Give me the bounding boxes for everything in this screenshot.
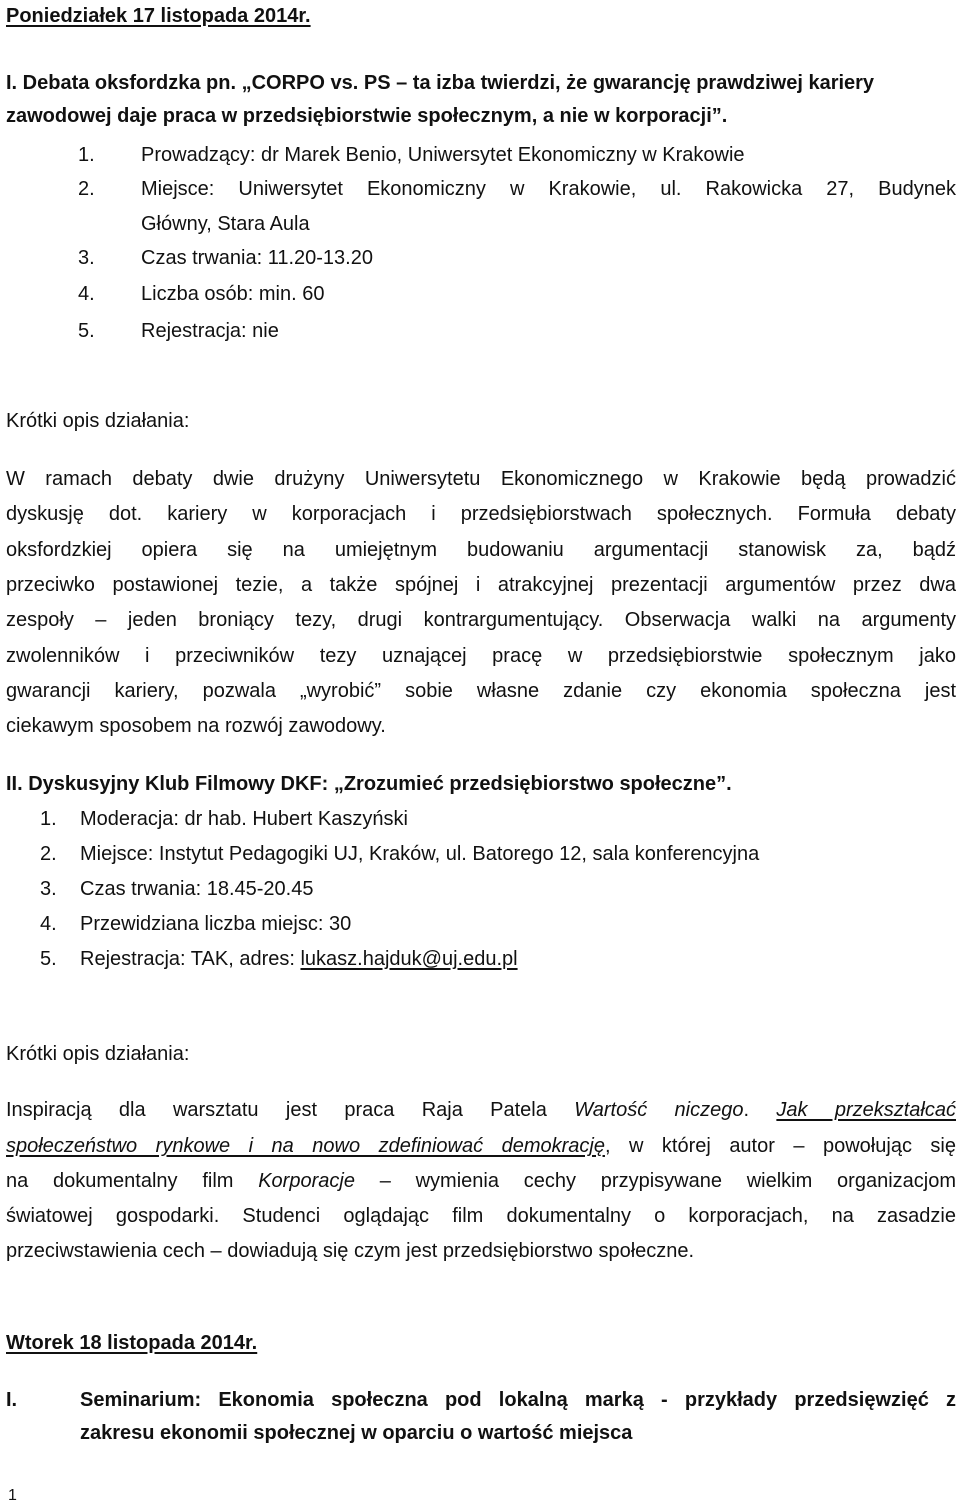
seminar-title-line1: Seminarium: Ekonomia społeczna pod lokalną marką - przykłady przedsięwzięć z: [80, 1389, 956, 1411]
seminar-title-line2: zakresu ekonomii społecznej w oparciu o wartość miejsca: [80, 1422, 633, 1444]
paragraph-line: [6, 1168, 956, 1194]
registration-email-link[interactable]: lukasz.hajduk@uj.edu.pl: [300, 948, 518, 970]
text-run: , w której autor – powołując się: [604, 1135, 956, 1157]
day1-heading: Poniedziałek 17 listopada 2014r.: [6, 5, 311, 27]
attendance-text: Przewidziana liczba miejsc: 30: [80, 913, 352, 935]
paragraph-line: zespoły – jeden broniący tezy, drugi kontrargumentujący. Obserwacja walki na argumenty: [6, 609, 956, 631]
list-item-number: 1.: [40, 808, 57, 830]
duration-text: Czas trwania: 18.45-20.45: [80, 878, 314, 900]
list-item-number: 2.: [40, 843, 57, 865]
film-title: Korporacje: [258, 1170, 355, 1192]
paragraph-line: [6, 1133, 956, 1159]
duration-text: Czas trwania: 11.20-13.20: [141, 247, 373, 269]
paragraph-line: światowej gospodarki. Studenci oglądając film dokumentalny o korporacjach, na zasadzie: [6, 1205, 956, 1227]
list-item-number: 2.: [78, 178, 95, 200]
paragraph-line: przeciwstawienia cech – dowiadują się czym jest przedsiębiorstwo społeczne.: [6, 1240, 695, 1262]
moderator-text: Prowadzący: dr Marek Benio, Uniwersytet Ekonomiczny w Krakowie: [141, 144, 745, 166]
location-text-cont: Główny, Stara Aula: [141, 213, 310, 235]
paragraph-line: W ramach debaty dwie drużyny Uniwersytetu Ekonomicznego w Krakowie będą prowadzić: [6, 468, 956, 490]
location-text: Miejsce: Instytut Pedagogiki UJ, Kraków, ul. Batorego 12, sala konferencyjna: [80, 843, 760, 865]
registration-text: Rejestracja: nie: [141, 320, 279, 342]
list-item-number: 3.: [40, 878, 57, 900]
paragraph-line: zwolenników i przeciwników tezy uznającej pracę w przedsiębiorstwie społecznym jako: [6, 645, 956, 667]
event1-title-line1: I. Debata oksfordzka pn. „CORPO vs. PS – ta izba twierdzi, że gwarancję prawdziwej kariery: [6, 72, 875, 94]
list-item-number: 1.: [78, 144, 95, 166]
moderator-text: Moderacja: dr hab. Hubert Kaszyński: [80, 808, 408, 830]
list-item-number: 5.: [40, 948, 57, 970]
event2-desc-label: Krótki opis działania:: [6, 1043, 190, 1065]
attendance-text: Liczba osób: min. 60: [141, 283, 325, 305]
location-text: Miejsce: Uniwersytet Ekonomiczny w Krakowie, ul. Rakowicka 27, Budynek: [141, 178, 956, 200]
paragraph-line: [6, 1097, 956, 1123]
list-item-number: I.: [6, 1389, 18, 1411]
paragraph-line: gwarancji kariery, pozwala „wyrobić” sobie własne zdanie czy ekonomia społeczna jest: [6, 680, 956, 702]
book-title: Wartość niczego: [574, 1099, 744, 1121]
page-number: 1: [8, 1487, 17, 1504]
text-run: Inspiracją dla warsztatu jest praca Raja Patela: [6, 1099, 575, 1121]
paragraph-line: dyskusję dot. kariery w korporacjach i przedsiębiorstwach społecznych. Formuła debaty: [6, 503, 956, 525]
list-item-number: 4.: [78, 283, 95, 305]
text-run: .: [743, 1099, 777, 1121]
book-subtitle-cont: społeczeństwo rynkowe i na nowo zdefiniować demokrację: [6, 1135, 605, 1157]
event1-desc-label: Krótki opis działania:: [6, 410, 190, 432]
registration-row: [80, 946, 518, 972]
registration-text: Rejestracja: TAK, adres:: [80, 948, 301, 970]
paragraph-line: przeciwko postawionej tezie, a także spójnej i atrakcyjnej prezentacji argumentów przez dwa: [6, 574, 956, 596]
text-run: – wymienia cechy przypisywane wielkim organizacjom: [354, 1170, 957, 1192]
list-item-number: 5.: [78, 320, 95, 342]
list-item-number: 3.: [78, 247, 95, 269]
paragraph-line: oksfordzkiej opiera się na umiejętnym budowaniu argumentacji stanowisk za, bądź: [6, 539, 956, 561]
paragraph-line: ciekawym sposobem na rozwój zawodowy.: [6, 715, 386, 737]
event2-title: II. Dyskusyjny Klub Filmowy DKF: „Zrozumieć przedsiębiorstwo społeczne”.: [6, 773, 732, 795]
text-run: na dokumentalny film: [6, 1170, 259, 1192]
day2-heading: Wtorek 18 listopada 2014r.: [6, 1332, 258, 1354]
book-subtitle: Jak przekształcać: [776, 1099, 956, 1121]
list-item-number: 4.: [40, 913, 57, 935]
event1-title-line2: zawodowej daje praca w przedsiębiorstwie społecznym, a nie w korporacji”.: [6, 105, 728, 127]
